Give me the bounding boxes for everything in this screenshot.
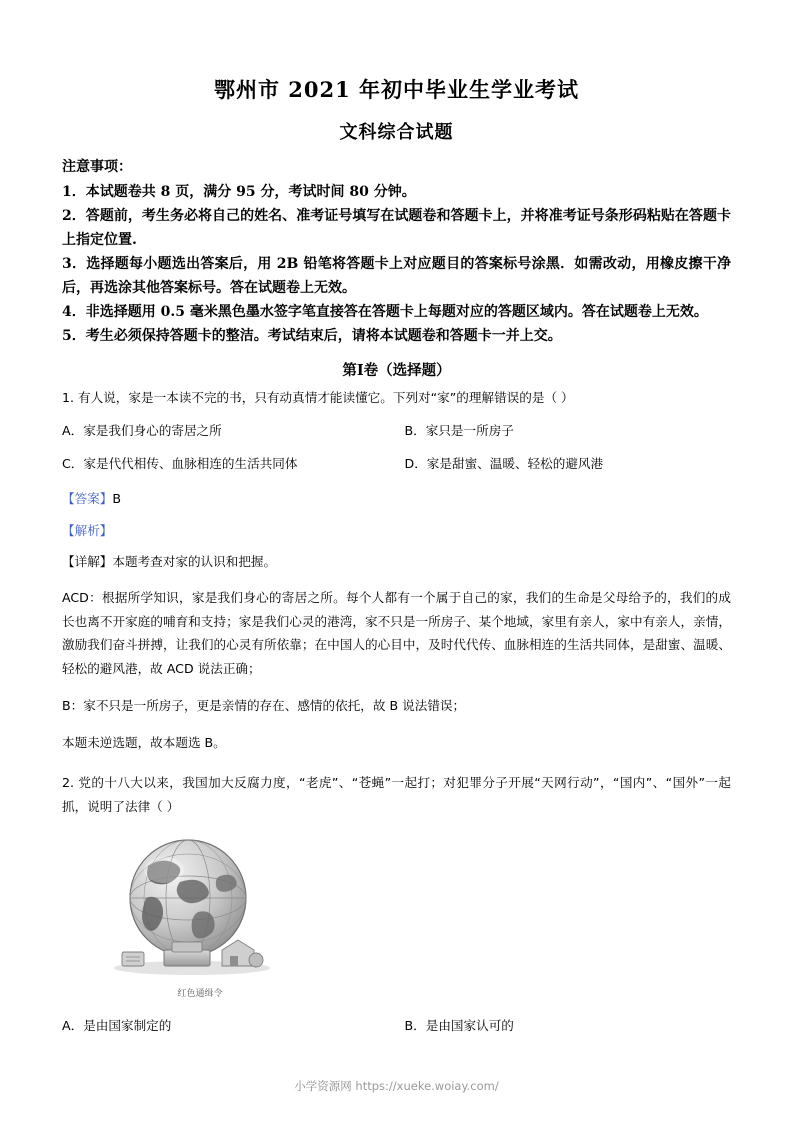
footer-watermark [0,1078,793,1094]
question-1-options-row-1 [62,421,731,441]
notice-item-2: 2．答题前，考生务必将自己的姓名、准考证号填写在试题卷和答题卡上，并将准考证号条形码粘贴在答题卡上指定位置. [62,208,731,249]
question-1-explain-b: B：家不只是一所房子，更是亲情的存在、感情的依托，故 B 说法错误； [62,698,466,714]
question-1-option-a: A．家是我们身心的寄居之所 [62,422,222,438]
globe-illustration-icon [80,832,320,982]
question-1-stem: 1. 有人说，家是一本读不完的书，只有动真情才能读懂它。下列对“家”的理解错误的是（ ） [62,389,574,405]
question-1-option-d: D．家是甜蜜、温暖、轻松的避风港 [404,456,604,472]
notice-item-3: 3．选择题每小题选出答案后，用 2B 铅笔将答题卡上对应题目的答案标号涂黑．如需改动，用橡皮擦干净后，再选涂其他答案标号。答在试题卷上无效。 [62,256,731,297]
question-1-detail [62,552,731,572]
question-1-explain-acd: ACD：根据所学知识，家是我们身心的寄居之所。每个人都有一个属于自己的家，我们的生命是父母给予的，我们的成长也离不开家庭的哺育和支持；家是我们心灵的港湾，家不只是一所房子、某个地域，家里有亲人，家中有亲人，亲情，激励我们奋斗拼搏，让我们的心灵有所依靠；在中国人的心目中，及时代代传、血脉相连的生活共同体，是甜蜜、温暖、轻松的避风港，故 ACD 说法正确； [62,589,731,677]
question-2-option-a: A．是由国家制定的 [62,1017,172,1033]
page-title: 鄂州市 2021 年初中毕业生学业考试 [213,77,580,102]
question-2-stem: 2. 党的十八大以来，我国加大反腐力度，“老虎”、“苍蝇”一起打；对犯罪分子开展“天网行动”，“国内”、“国外”一起抓，说明了法律（ ） [62,775,731,815]
question-1-options-row-2 [62,454,731,474]
question-1-option-b: B．家只是一所房子 [404,422,514,438]
notice-item-4: 4．非选择题用 0.5 毫米黑色墨水签字笔直接答在答题卡上每题对应的答题区域内。答在试题卷上无效。 [62,304,708,321]
answer-value: B [112,491,122,507]
question-2-options-row-1 [62,1015,731,1034]
figure-caption: 红色通缉令 [177,988,223,999]
detail-text: 本题考查对家的认识和把握。 [112,554,277,570]
footer-site-url: https://xueke.woiay.com/ [355,1079,499,1093]
detail-label: 【详解】 [62,554,113,570]
question-1-analysis-label: 【解析】 [62,523,113,539]
notice-item-5: 5．考生必须保持答题卡的整洁。考试结束后，请将本试题卷和答题卡一并上交。 [62,328,562,345]
question-1-conclusion: 本题未逆选题，故本题选 B。 [62,735,226,751]
question-1-answer [62,488,731,507]
question-2-option-b: B．是由国家认可的 [404,1017,514,1033]
answer-label: 【答案】 [62,491,113,507]
question-2-figure [80,832,320,999]
section-heading: 第Ⅰ卷（选择题） [342,361,451,379]
notice-item-1: 1．本试题卷共 8 页，满分 95 分，考试时间 80 分钟。 [62,184,416,200]
page-subtitle: 文科综合试题 [339,122,454,143]
notice-heading: 注意事项： [62,159,132,175]
footer-site-name: 小学资源网 [294,1079,352,1093]
question-1-option-c: C．家是代代相传、血脉相连的生活共同体 [62,456,298,472]
